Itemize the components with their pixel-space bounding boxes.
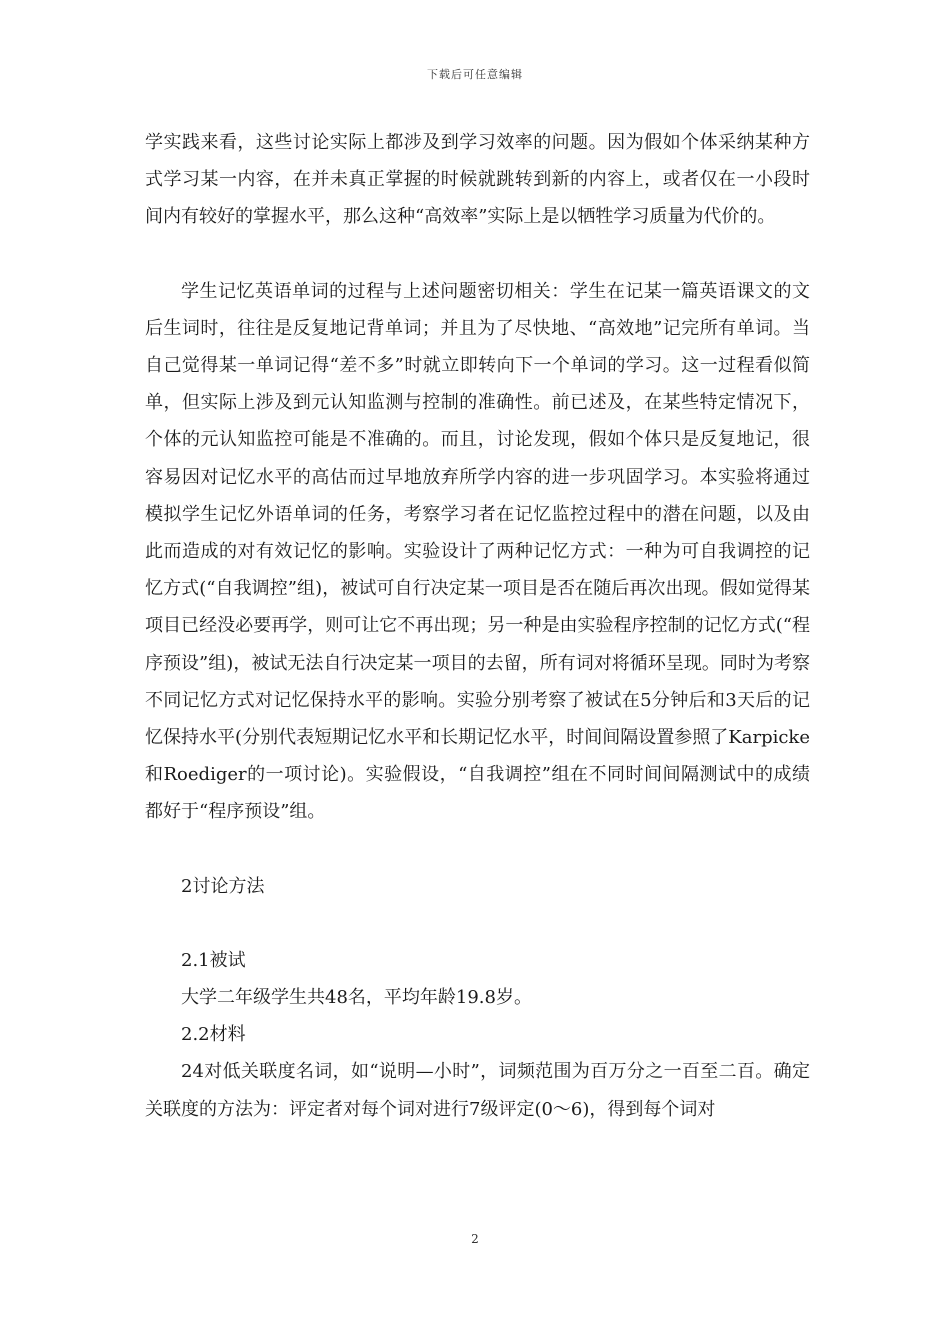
paragraph-materials: 24对低关联度名词，如“说明—小时”，词频范围为百万分之一百至二百。确定关联度的方法为：评定者对每个词对进行7级评定(0～6)，得到每个词对 — [145, 1061, 810, 1120]
paragraph-spacer — [145, 831, 810, 868]
subsection-heading-materials: 2.2材料 — [181, 1024, 246, 1046]
subsection-heading-subjects: 2.1被试 — [181, 949, 246, 971]
page-number: 2 — [471, 1232, 479, 1246]
page-header: 下载后可任意编辑 — [427, 68, 523, 81]
paragraph-main: 学生记忆英语单词的过程与上述问题密切相关：学生在记某一篇英语课文的文后生词时，往往是反复地记背单词；并且为了尽快地、“高效地”记完所有单词。当自己觉得某一单词记得“差不多”时就立即转向下一个单词的学习。这一过程看似简单，但实际上涉及到元认知监测与控制的准确性。前已述及，在某些特定情况下，个体的元认知监控可能是不准确的。而且，讨论发现，假如个体只是反复地记，很容易因对记忆水平的高估而过早地放弃所学内容的进一步巩固学习。本实验将通过模拟学生记忆外语单词的任务，考察学习者在记忆监控过程中的潜在问题，以及由此而造成的对有效记忆的影响。实验设计了两种记忆方式：一种为可自我调控的记忆方式(“自我调控”组)，被试可自行决定某一项目是否在随后再次出现。假如觉得某项目已经没必要再学，则可让它不再出现；另一种是由实验程序控制的记忆方式(“程序预设”组)，被试无法自行决定某一项目的去留，所有词对将循环呈现。同时为考察不同记忆方式对记忆保持水平的影响。实验分别考察了被试在5分钟后和3天后的记忆保持水平(分别代表短期记忆水平和长期记忆水平，时间间隔设置参照了Karpicke和Roediger的一项讨论)。实验假设，“自我调控”组在不同时间间隔测试中的成绩都好于“程序预设”组。 — [145, 280, 810, 823]
paragraph-continuation: 学实践来看，这些讨论实际上都涉及到学习效率的问题。因为假如个体采纳某种方式学习某一内容，在并未真正掌握的时候就跳转到新的内容上，或者仅在一小段时间内有较好的掌握水平，那么这种“高效率”实际上是以牺牲学习质量为代价的。 — [145, 132, 810, 228]
paragraph-subjects: 大学二年级学生共48名，平均年龄19.8岁。 — [181, 987, 532, 1009]
paragraph-spacer — [145, 236, 810, 273]
paragraph-spacer — [145, 905, 810, 942]
section-heading-methods: 2讨论方法 — [181, 875, 265, 897]
document-body — [145, 124, 810, 1128]
